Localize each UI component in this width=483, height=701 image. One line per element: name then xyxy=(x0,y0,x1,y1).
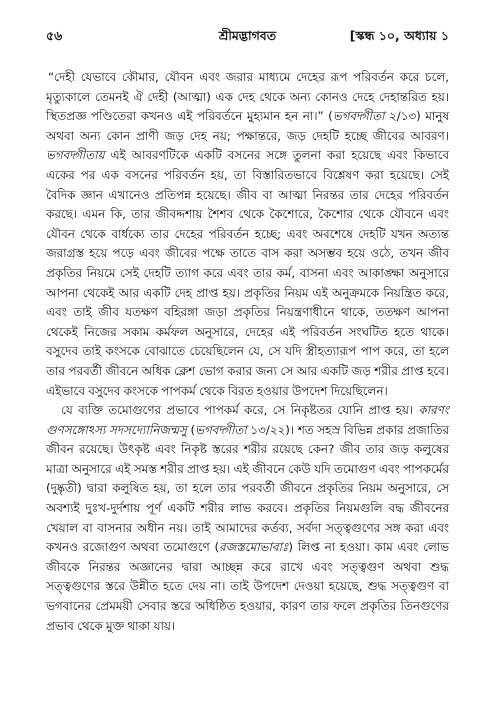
text-run: ১৩/২২)। শত সহস্র বিভিন্ন প্রকার প্রজাতির জীবন রয়েছে। উৎকৃষ্ট এবং নিকৃষ্ট স্তরের শরীর রয়েছে কেন? জীব তার জড় কলুষের মাত্রা অনুসারে এই সমস্ত শরীর প্রাপ্ত হয়। এই জীবনে কেউ যদি তমোগুণ এবং পাপকর্মের (দুষ্কৃতী) দ্বারা কলুষিত হয়, তা হলে তার পরবর্তী জীবনে প্রকৃতির নিয়ম অনুসারে, সে অবশ্যই দুঃখ-দুর্দশায় পূর্ণ একটি শরীর লাভ করবে। প্রকৃতির নিয়মগুলি বদ্ধ জীবনের খেয়াল বা বাসনার অধীন নয়। তাই আমাদের কর্তব্য, সর্বদা সত্ত্বগুণের সঙ্গ করা এবং কখনও রজোগুণ অথবা তমোগুণে ( xyxy=(46,422,449,555)
italic-text-run: কারণং গুণসঙ্গোঽস্য সদসদ্যোনিজন্মসু xyxy=(46,403,449,437)
italic-text-run: ভগবদ্গীতায় xyxy=(46,148,105,163)
chapter-reference: [স্কন্ধ ১০, অধ্যায় ১ xyxy=(349,28,449,43)
page-number: ৫৬ xyxy=(46,28,63,43)
paragraph xyxy=(46,401,449,636)
paragraph xyxy=(46,68,449,401)
text-run: “দেহী যেভাবে কৌমার, যৌবন এবং জরার মাধ্যমে দেহের রূপ পরিবর্তন করে চলে, মৃত্যুকালে তেমনই ঐ দেহী (আত্মা) এক দেহ থেকে অন্য কোনও দেহে দেহান্তরিত হয়। স্থিতপ্রজ্ঞ পণ্ডিতেরা কখনও এই পরিবর্তনে মুহ্যমান হন না।” ( xyxy=(46,70,449,124)
book-title: শ্রীমদ্ভাগবত xyxy=(218,28,277,43)
italic-text-run: রজস্তমোভাবাঃ xyxy=(219,540,289,555)
running-header xyxy=(46,28,449,50)
italic-text-run: ভগবদ্গীতা xyxy=(195,422,247,437)
purport-text xyxy=(46,68,449,636)
text-run: ) লিপ্ত না হওয়া। কাম এবং লোভ জীবকে নিরন্তর অজ্ঞানের দ্বারা আচ্ছন্ন করে রাখে এবং সত্ত্বগুণ অথবা শুদ্ধ সত্ত্বগুণের স্তরে উন্নীত হতে দেয় না। তাই উপদেশ দেওয়া হয়েছে, শুদ্ধ সত্ত্বগুণ বা ভগবানের প্রেমময়ী সেবার স্তরে অধিষ্ঠিত হওয়ার, কারণ তার ফলে প্রকৃতির তিনগুণের প্রভাব থেকে মুক্ত থাকা যায়। xyxy=(46,540,449,633)
italic-text-run: ভগবদ্গীতা xyxy=(332,109,385,124)
text-run: যে ব্যক্তি তমোগুণের প্রভাবে পাপকর্ম করে, সে নিকৃষ্টতর যোনি প্রাপ্ত হয়। xyxy=(61,403,419,418)
text-run: ২/১৩) মানুষ অথবা অন্য কোন প্রাণী জড় দেহ নয়; পক্ষান্তরে, জড় দেহটি হচ্ছে জীবের আবরণ। xyxy=(46,109,450,143)
text-run: ( xyxy=(186,422,196,437)
text-run: এই আবরণটিকে একটি বসনের সঙ্গে তুলনা করা হয়েছে এবং কিভাবে একের পর এক বসনের পরিবর্তন হয়, তা বিস্তারিতভাবে বিশ্লেষণ করা হয়েছে। সেই বৈদিক জ্ঞান এখানেও প্রতিপন্ন হয়েছে। জীব বা আত্মা নিরন্তর তার দেহের পরিবর্তন করছে। এমন কি, তার জীবদ্দশায় শৈশব থেকে কৈশোরে, কৈশোর থেকে যৌবনে এবং যৌবন থেকে বার্ধক্যে তার দেহের পরিবর্তন হচ্ছে; এবং অবশেষে দেহটি যখন অত্যন্ত জরাগ্রস্ত হয়ে পড়ে এবং জীবের পক্ষে তাতে বাস করা অসম্ভব হয়ে ওঠে, তখন জীব প্রকৃতির নিয়মে সেই দেহটি ত্যাগ করে এবং তার কর্ম, বাসনা এবং আকাঙ্ক্ষা অনুসারে আপনা থেকেই আর একটি দেহ প্রাপ্ত হয়। প্রকৃতির নিয়ম এই অনুক্রমকে নিয়ন্ত্রিত করে, এবং তাই জীব যতক্ষণ বহিরঙ্গা জড়া প্রকৃতির নিয়ন্ত্রণাধীনে থাকে, ততক্ষণ আপনা থেকেই নিজের সকাম কর্মফল অনুসারে, দেহের এই পরিবর্তন সংঘটিত হতে থাকে। বসুদেব তাই কংসকে বোঝাতে চেয়েছিলেন যে, সে যদি স্ত্রীহত্যারূপ পাপ করে, তা হলে তার পরবর্তী জীবনে অধিক ক্লেশ ভোগ করার জন্য সে আর একটি জড় শরীর প্রাপ্ত হবে। এইভাবে বসুদেব কংসকে পাপকর্ম থেকে বিরত হওয়ার উপদেশ দিয়েছিলেন। xyxy=(46,148,449,398)
